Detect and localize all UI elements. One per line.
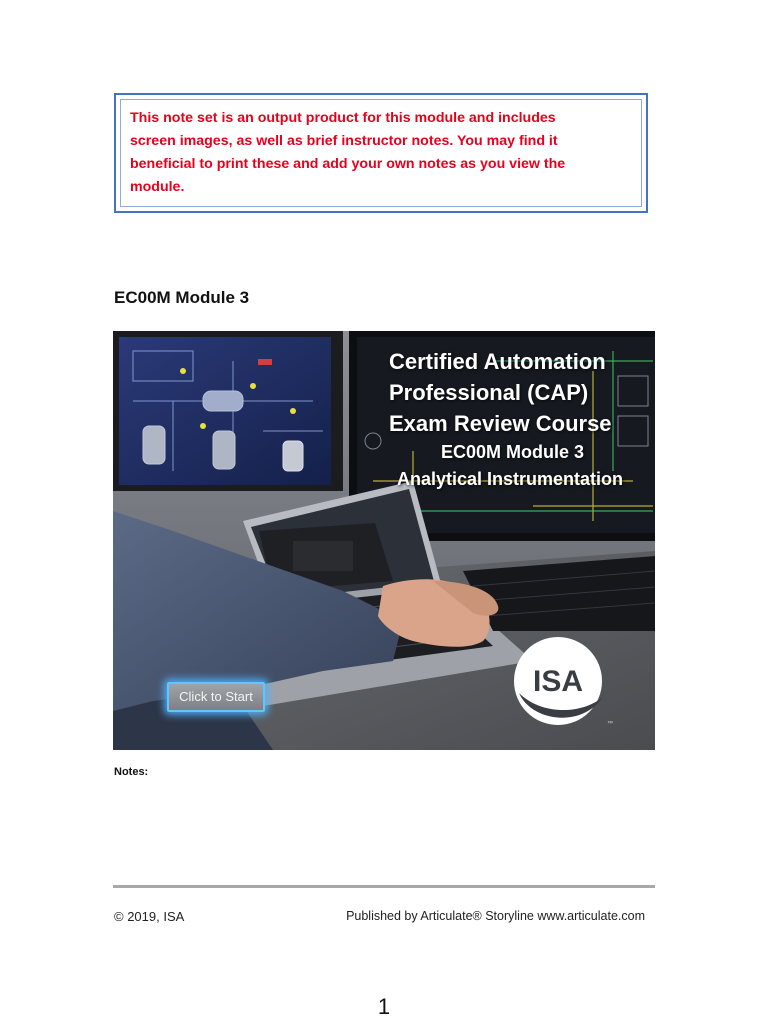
slide-screenshot <box>113 331 655 750</box>
slide-title-line-2: Professional (CAP) <box>389 380 589 405</box>
slide-title-line-1: Certified Automation <box>389 349 606 374</box>
module-title: EC00M Module 3 <box>114 288 250 307</box>
click-to-start-button[interactable]: Click to Start <box>167 682 265 712</box>
notice-line-3: beneficial to print these and add your own notes as you view the <box>130 156 566 172</box>
footer-divider <box>113 885 655 888</box>
notice-line-4: module. <box>130 179 185 195</box>
slide-title-line-3: Exam Review Course <box>389 411 612 436</box>
isa-logo <box>511 631 621 731</box>
notice-text <box>130 107 632 199</box>
slide-subtitle-line-1: EC00M Module 3 <box>441 442 585 462</box>
slide-subtitle-line-2: Analytical Instrumentation <box>397 469 624 489</box>
footer-published: Published by Articulate® Storyline www.articulate.com <box>346 909 645 923</box>
page-number: 1 <box>377 994 391 1019</box>
isa-logo-text: ISA <box>532 665 584 698</box>
notice-line-2: screen images, as well as brief instructor notes. You may find it <box>130 133 558 149</box>
trademark-mark: ™ <box>607 721 613 727</box>
notice-line-1: This note set is an output product for this module and includes <box>130 110 556 126</box>
notes-label: Notes: <box>114 766 149 778</box>
footer-copyright: © 2019, ISA <box>114 909 185 924</box>
notice-box <box>114 93 648 213</box>
